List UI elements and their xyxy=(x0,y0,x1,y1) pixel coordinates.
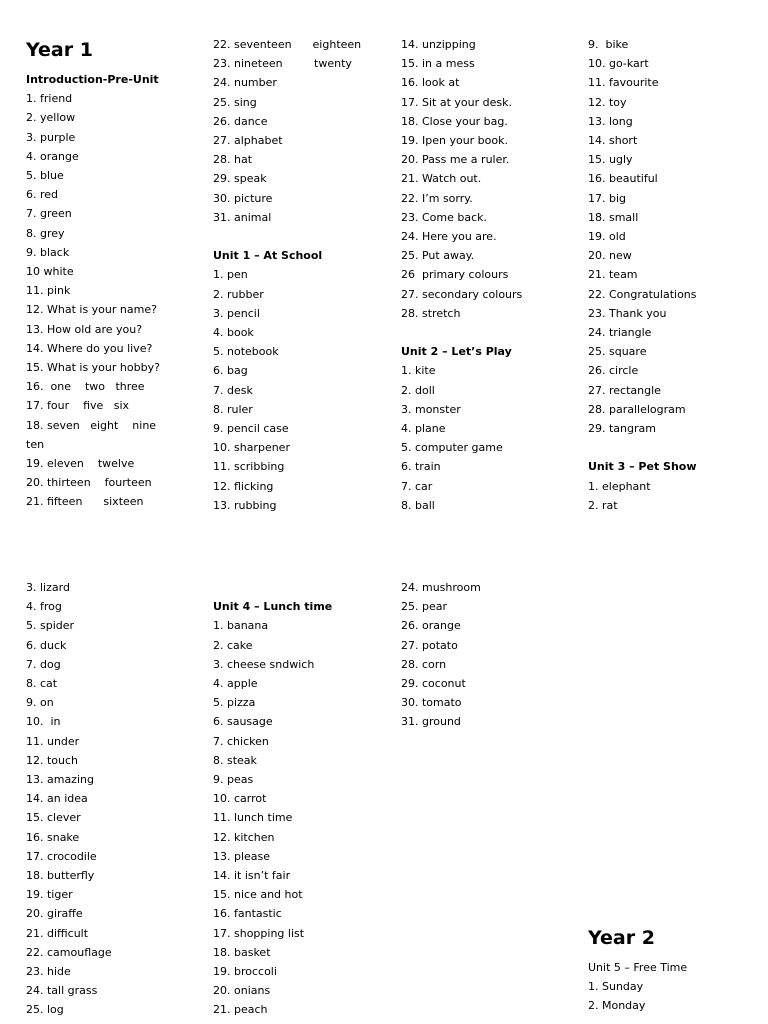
list-item: 21. team xyxy=(588,268,638,282)
list-item: 11. pink xyxy=(26,284,71,298)
page2-column-1 xyxy=(26,578,206,1020)
unit-heading: Introduction-Pre-Unit xyxy=(26,73,159,86)
unit-heading: Unit 4 – Lunch time xyxy=(213,600,333,614)
list-item: 5. notebook xyxy=(213,345,279,359)
list-item: 27. alphabet xyxy=(213,134,283,148)
list-item: 7. chicken xyxy=(213,734,269,748)
list-item: 5. pizza xyxy=(213,696,256,710)
list-item: 1. banana xyxy=(213,619,269,633)
list-item: 14. unzipping xyxy=(401,38,476,51)
list-item: 4. book xyxy=(213,326,254,340)
list-item: 29. speak xyxy=(213,172,267,186)
list-item: 6. bag xyxy=(213,364,248,378)
list-item: 31. ground xyxy=(401,715,461,729)
list-item: 24. tall grass xyxy=(26,984,98,998)
list-item: 27. potato xyxy=(401,638,458,652)
list-item: 18. Close your bag. xyxy=(401,114,508,128)
list-item: 20. Pass me a ruler. xyxy=(401,153,510,167)
list-item: 15. clever xyxy=(26,811,81,825)
list-item: 25. square xyxy=(588,345,647,359)
list-item: 7. desk xyxy=(213,383,253,397)
list-item: 5. blue xyxy=(26,169,64,183)
list-item: 26. circle xyxy=(588,364,639,378)
list-item: 26 primary colours xyxy=(401,268,509,282)
list-item: 14. Where do you live? xyxy=(26,341,153,355)
list-item: 24. triangle xyxy=(588,326,652,340)
list-item: 19. eleven twelve xyxy=(26,457,135,471)
list-item: 25. pear xyxy=(401,600,448,614)
list-item: 19. tiger xyxy=(26,888,73,902)
list-item: 13. long xyxy=(588,114,633,128)
list-item: 21. fifteen sixteen xyxy=(26,495,144,509)
list-item: 14. an idea xyxy=(26,792,88,806)
list-item: 11. under xyxy=(26,734,80,748)
list-item: 15. ugly xyxy=(588,153,633,167)
list-item: 25. Put away. xyxy=(401,249,475,263)
list-item: 11. scribbing xyxy=(213,460,285,474)
list-item: 19. broccoli xyxy=(213,965,277,979)
list-item: 18. butterfly xyxy=(26,869,95,883)
list-item: 4. apple xyxy=(213,677,258,690)
list-item: 11. favourite xyxy=(588,76,659,90)
list-item: 4. orange xyxy=(26,149,79,163)
list-item: 13. rubbing xyxy=(213,498,277,512)
list-item: 1. elephant xyxy=(588,479,651,493)
list-item: 17. big xyxy=(588,191,627,205)
list-item: 4. plane xyxy=(401,422,446,436)
list-item: 3. cheese sndwich xyxy=(213,657,315,671)
unit-heading: Unit 2 – Let’s Play xyxy=(401,345,512,359)
list-item: 20. new xyxy=(588,249,632,263)
list-item: 10. carrot xyxy=(213,792,267,806)
list-item: 21. peach xyxy=(213,1003,268,1017)
page2-column-3 xyxy=(401,578,581,732)
list-item: 14. short xyxy=(588,134,638,148)
list-item: 3. purple xyxy=(26,130,76,144)
list-item: 11. lunch time xyxy=(213,811,293,825)
list-item: 18. basket xyxy=(213,945,271,959)
year-title: Year 1 xyxy=(26,39,93,61)
list-item: 26. dance xyxy=(213,114,268,128)
list-item: 2. rat xyxy=(588,498,618,512)
list-item: 3. pencil xyxy=(213,306,260,320)
page1-column-4 xyxy=(588,35,768,515)
list-item: 22. seventeen eighteen xyxy=(213,38,362,51)
page2-column-2 xyxy=(213,578,393,1020)
list-item: 9. bike xyxy=(588,38,629,51)
list-item: 6. red xyxy=(26,188,59,202)
list-item: 18. small xyxy=(588,210,639,224)
list-item: 10 white xyxy=(26,265,74,279)
list-item: 21. difficult xyxy=(26,926,89,940)
page1-column-2 xyxy=(213,35,393,515)
list-item: 9. peas xyxy=(213,773,254,787)
list-item: 19. Ipen your book. xyxy=(401,134,508,148)
list-item: 19. old xyxy=(588,230,626,244)
list-item: 12. touch xyxy=(26,753,79,767)
list-item: 17. Sit at your desk. xyxy=(401,95,512,109)
list-item: 9. black xyxy=(26,245,70,259)
list-item: 2. cake xyxy=(213,638,253,652)
list-item: 10. in xyxy=(26,715,61,729)
list-item: 13. please xyxy=(213,849,271,863)
year-title: Year 2 xyxy=(588,927,655,949)
list-item: 17. shopping list xyxy=(213,926,305,940)
list-item: 22. I’m sorry. xyxy=(401,191,473,205)
list-item: 15. nice and hot xyxy=(213,888,303,902)
list-item: 2. doll xyxy=(401,383,435,397)
list-item: Unit 5 – Free Time xyxy=(588,961,688,974)
list-item: 10. go-kart xyxy=(588,57,649,71)
list-item: 12. What is your name? xyxy=(26,303,157,317)
list-item: 6. train xyxy=(401,460,441,474)
list-item: 7. green xyxy=(26,207,72,221)
list-item: 29. coconut xyxy=(401,677,466,691)
list-item: 1. friend xyxy=(26,92,73,106)
list-item: 22. camouflage xyxy=(26,945,112,959)
list-item: 20. onians xyxy=(213,984,271,998)
unit-heading: Unit 1 – At School xyxy=(213,249,323,263)
list-item: 25. log xyxy=(26,1003,64,1017)
list-item: 24. Here you are. xyxy=(401,230,497,244)
list-item: 28. stretch xyxy=(401,306,461,320)
spacer xyxy=(588,438,768,457)
list-item: 16. beautiful xyxy=(588,172,658,186)
list-item: 8. steak xyxy=(213,753,257,767)
list-item: 8. cat xyxy=(26,677,58,691)
list-item: 2. Monday xyxy=(588,999,646,1013)
list-item: 12. kitchen xyxy=(213,830,275,844)
list-item: 26. orange xyxy=(401,619,461,633)
list-item: 27. secondary colours xyxy=(401,287,523,301)
page2-column-4 xyxy=(588,926,768,1016)
list-item: 28. corn xyxy=(401,657,447,671)
list-item: 21. Watch out. xyxy=(401,172,482,186)
list-item: 16. fantastic xyxy=(213,907,282,921)
list-item: 25. sing xyxy=(213,95,257,109)
list-item: ten xyxy=(26,437,45,451)
list-item: 7. car xyxy=(401,479,433,493)
list-item: 20. thirteen fourteen xyxy=(26,476,152,490)
list-item: 8. ball xyxy=(401,498,435,512)
list-item: 16. snake xyxy=(26,830,80,844)
list-item: 13. How old are you? xyxy=(26,322,143,336)
list-item: 3. monster xyxy=(401,402,461,416)
list-item: 7. dog xyxy=(26,657,61,671)
list-item: 9. on xyxy=(26,696,54,710)
list-item: 9. pencil case xyxy=(213,422,289,436)
list-item: 27. rectangle xyxy=(588,383,661,397)
list-item: 10. sharpener xyxy=(213,441,290,455)
list-item: 28. hat xyxy=(213,153,253,167)
list-item: 12. flicking xyxy=(213,479,274,493)
unit-heading: Unit 3 – Pet Show xyxy=(588,460,697,474)
list-item: 6. sausage xyxy=(213,715,273,729)
list-item: 22. Congratulations xyxy=(588,287,697,301)
list-item: 20. giraffe xyxy=(26,907,83,921)
list-item: 2. rubber xyxy=(213,287,264,301)
list-item: 24. mushroom xyxy=(401,581,481,594)
list-item: 6. duck xyxy=(26,638,67,652)
list-item: 18. seven eight nine xyxy=(26,418,157,432)
list-item: 8. ruler xyxy=(213,402,253,416)
list-item: 8. grey xyxy=(26,226,65,240)
list-item: 28. parallelogram xyxy=(588,402,686,416)
spacer xyxy=(401,323,581,342)
list-item: 17. four five six xyxy=(26,399,130,413)
spacer xyxy=(213,578,393,597)
list-item: 4. frog xyxy=(26,600,62,614)
list-item: 16. one two three xyxy=(26,380,145,394)
list-item: 1. Sunday xyxy=(588,980,644,994)
list-item: 1. kite xyxy=(401,364,436,378)
list-item: 23. Thank you xyxy=(588,306,667,320)
list-item: 15. in a mess xyxy=(401,57,475,71)
list-item: 30. tomato xyxy=(401,696,462,710)
list-item: 30. picture xyxy=(213,191,273,205)
list-item: 15. What is your hobby? xyxy=(26,361,160,375)
list-item: 13. amazing xyxy=(26,773,94,787)
list-item: 23. Come back. xyxy=(401,210,488,224)
list-item: 14. it isn’t fair xyxy=(213,869,291,883)
list-item: 3. lizard xyxy=(26,581,70,594)
list-item: 29. tangram xyxy=(588,422,656,436)
spacer xyxy=(213,227,393,246)
list-item: 16. look at xyxy=(401,76,460,90)
page1-column-1 xyxy=(26,38,206,512)
list-item: 2. yellow xyxy=(26,111,76,125)
list-item: 23. hide xyxy=(26,965,71,979)
list-item: 31. animal xyxy=(213,210,272,224)
list-item: 5. computer game xyxy=(401,441,503,455)
list-item: 5. spider xyxy=(26,619,75,633)
list-item: 1. pen xyxy=(213,268,248,282)
list-item: 24. number xyxy=(213,76,277,90)
list-item: 23. nineteen twenty xyxy=(213,57,352,71)
page1-column-3 xyxy=(401,35,581,515)
list-item: 12. toy xyxy=(588,95,627,109)
list-item: 17. crocodile xyxy=(26,849,97,863)
